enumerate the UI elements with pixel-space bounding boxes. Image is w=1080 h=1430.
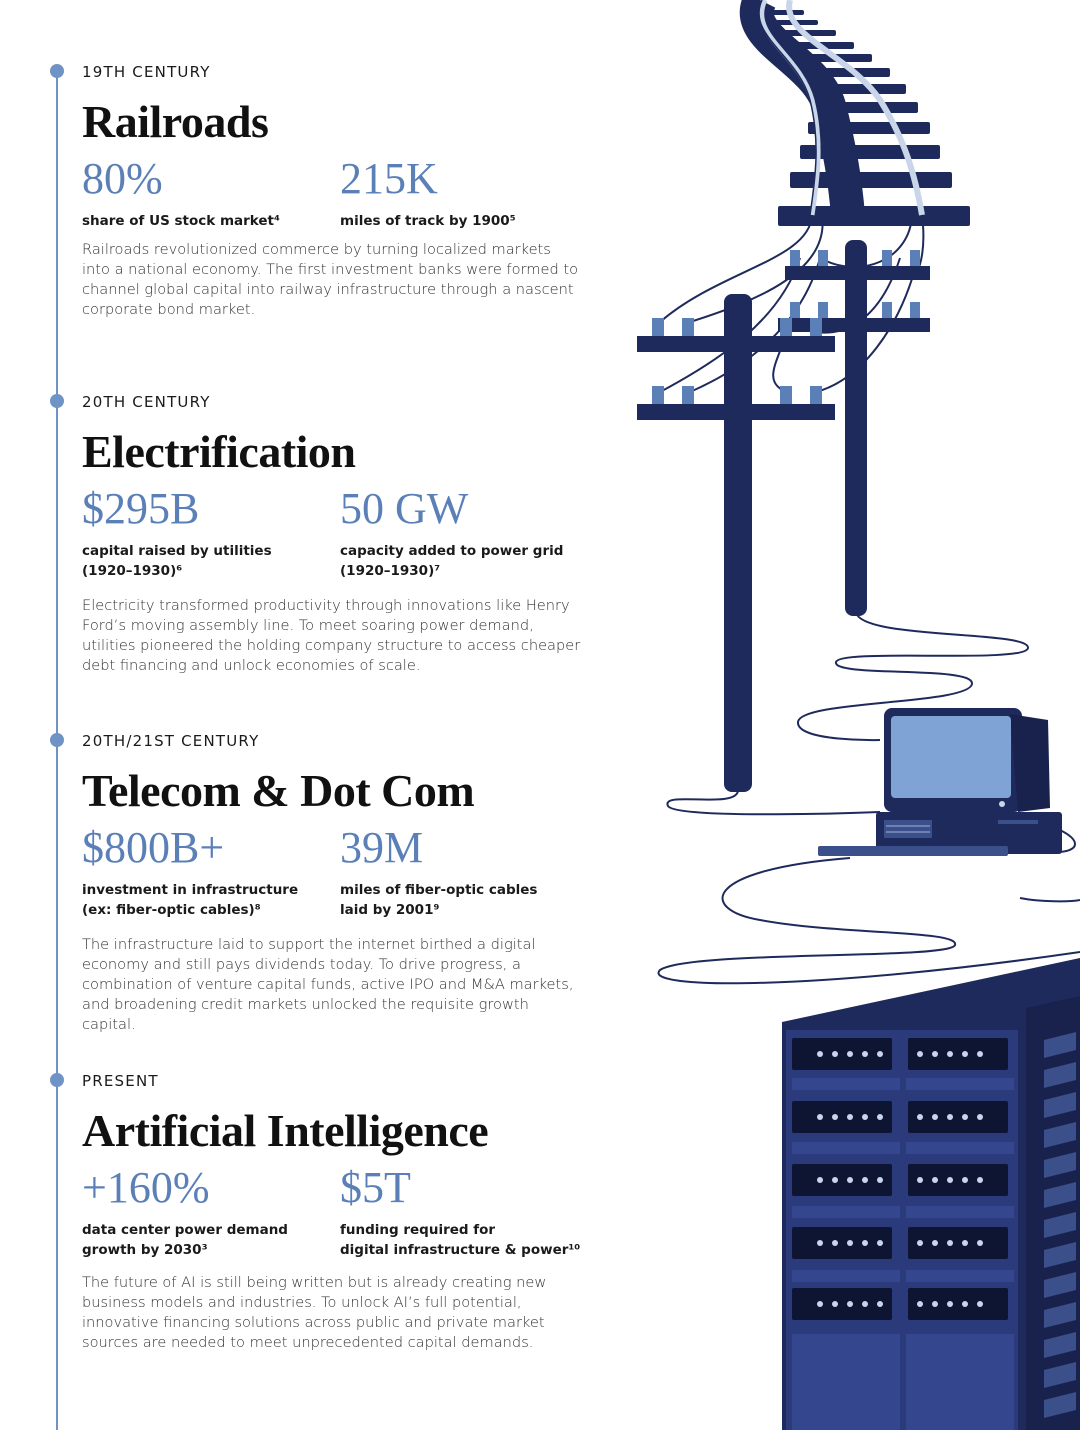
stat: [82, 152, 332, 232]
era-body: Railroads revolutionized commerce by turning localized markets into a national economy. The first investment banks were formed to channel global capital into railway infrastructure through a nascent corporate bond market.: [82, 241, 579, 318]
era-railroads: [82, 62, 602, 320]
stat: [82, 1161, 332, 1260]
stat-caption: funding required for digital infrastructure & power¹⁰: [340, 1222, 581, 1258]
stat-caption: investment in infrastructure (ex: fiber-optic cables)⁸: [82, 882, 299, 918]
utility-pole-icon: [637, 240, 930, 792]
stat-value: $5T: [340, 1163, 411, 1212]
railroad-tracks-icon: [757, 0, 970, 226]
stat: [340, 821, 590, 920]
era-ai: [82, 1071, 602, 1353]
era-label: PRESENT: [82, 1072, 159, 1090]
stat-value: $800B+: [82, 823, 225, 872]
stat-value: 80%: [82, 154, 163, 203]
stat-value: +160%: [82, 1163, 210, 1212]
era-label: 20TH CENTURY: [82, 393, 211, 411]
stat-value: 39M: [340, 823, 424, 872]
era-electrification: [82, 392, 602, 676]
stat: [340, 152, 590, 232]
era-label: 20TH/21ST CENTURY: [82, 732, 260, 750]
timeline-dot: [50, 1073, 64, 1087]
stat: [340, 482, 590, 581]
timeline-dot: [50, 394, 64, 408]
timeline-line: [56, 70, 58, 1430]
stat-caption: miles of fiber-optic cables laid by 2001⁹: [340, 882, 538, 918]
era-title: Artificial Intelligence: [82, 1105, 489, 1156]
era-label: 19TH CENTURY: [82, 63, 211, 81]
era-body: The infrastructure laid to support the internet birthed a digital economy and still pays dividends today. To drive progress, a combination of venture capital funds, active IPO and M&A markets, and broadening credit markets unlocked the requisite growth capital.: [82, 936, 574, 1033]
stat-caption: share of US stock market⁴: [82, 213, 280, 229]
stat-caption: miles of track by 1900⁵: [340, 213, 516, 229]
stats-row: [82, 1161, 602, 1271]
stats-row: [82, 152, 602, 262]
stat-caption: capital raised by utilities (1920–1930)⁶: [82, 543, 272, 579]
stat: [82, 821, 332, 920]
stat-value: $295B: [82, 484, 200, 533]
era-title: Electrification: [82, 426, 356, 477]
era-body: The future of AI is still being written but is already creating new business models and industries. To unlock AI’s full potential, innovative financing solutions across public and private market sources are needed to meet unprecedented capital demands.: [82, 1274, 547, 1351]
stat-value: 215K: [340, 154, 438, 203]
era-title: Telecom & Dot Com: [82, 765, 475, 816]
stat-value: 50 GW: [340, 484, 469, 533]
stat-caption: data center power demand growth by 2030³: [82, 1222, 288, 1258]
era-body: Electricity transformed productivity through innovations like Henry Ford’s moving assembly line. To meet soaring power demand, utilities pioneered the holding company structure to access cheaper debt financing and unlock economies of scale.: [82, 597, 581, 674]
stat: [82, 482, 332, 581]
computer-icon: [818, 708, 1062, 856]
stats-row: [82, 482, 602, 592]
stats-row: [82, 821, 602, 931]
era-telecom: [82, 731, 602, 1035]
timeline-dot: [50, 64, 64, 78]
stat: [340, 1161, 590, 1260]
infrastructure-illustration: [600, 0, 1080, 1430]
stat-caption: capacity added to power grid (1920–1930)⁷: [340, 543, 564, 579]
era-title: Railroads: [82, 96, 269, 147]
timeline-dot: [50, 733, 64, 747]
server-rack-icon: [782, 958, 1080, 1430]
